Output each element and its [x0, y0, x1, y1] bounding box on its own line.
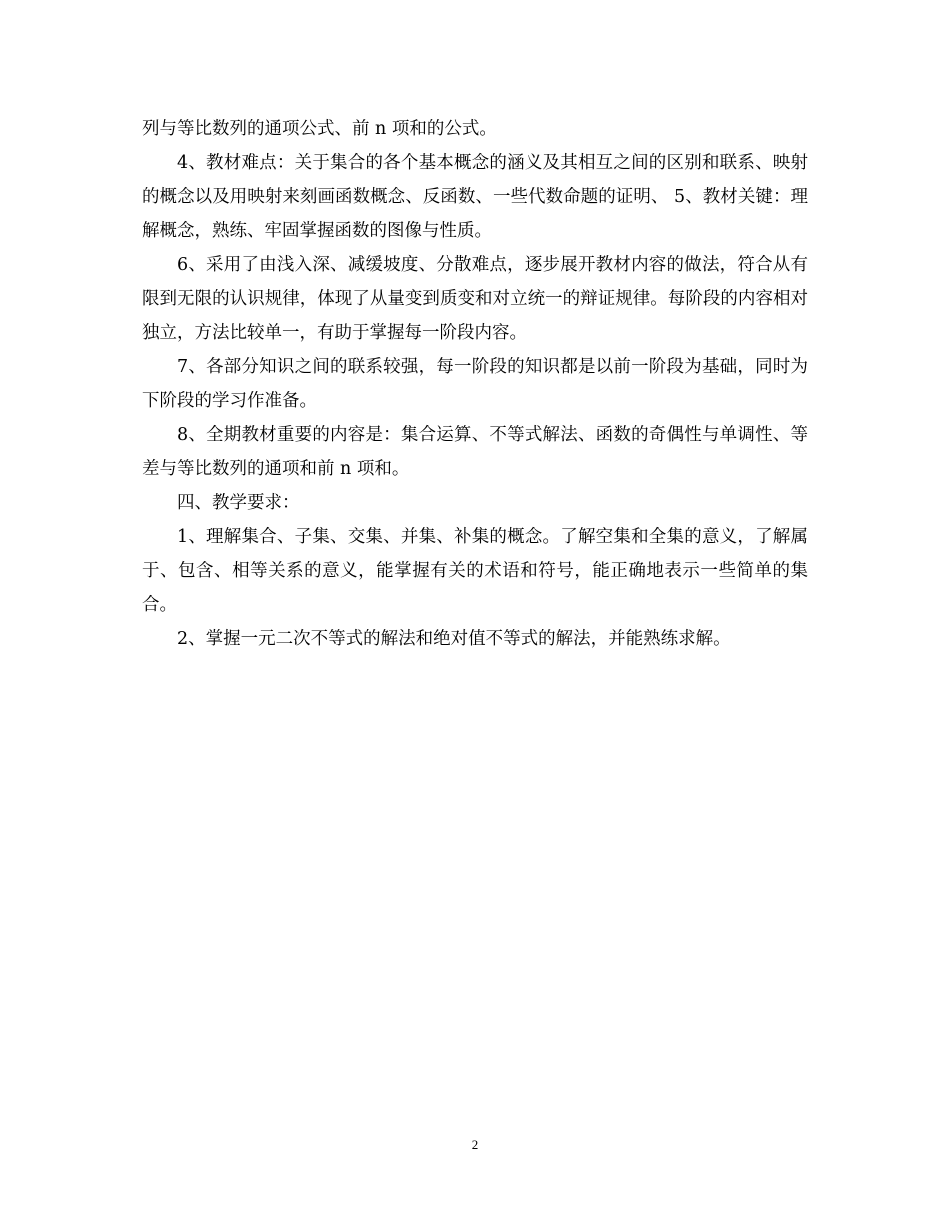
- section-heading-teaching-requirements: 四、教学要求：: [177, 493, 300, 513]
- document-body: [142, 112, 808, 656]
- paragraph-continuation: 列与等比数列的通项公式、前 n 项和的公式。: [142, 119, 497, 139]
- paragraph-approach: 6、采用了由浅入深、减缓坡度、分散难点，逐步展开教材内容的做法，符合从有限到无限的认识规律，体现了从量变到质变和对立统一的辩证规律。每阶段的内容相对独立，方法比较单一，有助于掌握每一阶段内容。: [142, 255, 808, 343]
- paragraph-requirement-2: 2、掌握一元二次不等式的解法和绝对值不等式的解法，并能熟练求解。: [177, 629, 731, 649]
- paragraph-knowledge-connection: 7、各部分知识之间的联系较强，每一阶段的知识都是以前一阶段为基础，同时为下阶段的学习作准备。: [142, 357, 808, 411]
- paragraph-requirement-1: 1、理解集合、子集、交集、并集、补集的概念。了解空集和全集的意义，了解属于、包含、相等关系的意义，能掌握有关的术语和符号，能正确地表示一些简单的集合。: [142, 527, 808, 615]
- page-number: 2: [471, 1137, 479, 1152]
- paragraph-teaching-difficulty: 4、教材难点：关于集合的各个基本概念的涵义及其相互之间的区别和联系、映射的概念以及用映射来刻画函数概念、反函数、一些代数命题的证明、 5、教材关键：理解概念，熟练、牢固掌握函数的图像与性质。: [142, 153, 808, 241]
- paragraph-key-content: 8、全期教材重要的内容是：集合运算、不等式解法、函数的奇偶性与单调性、等差与等比数列的通项和前 n 项和。: [142, 425, 808, 479]
